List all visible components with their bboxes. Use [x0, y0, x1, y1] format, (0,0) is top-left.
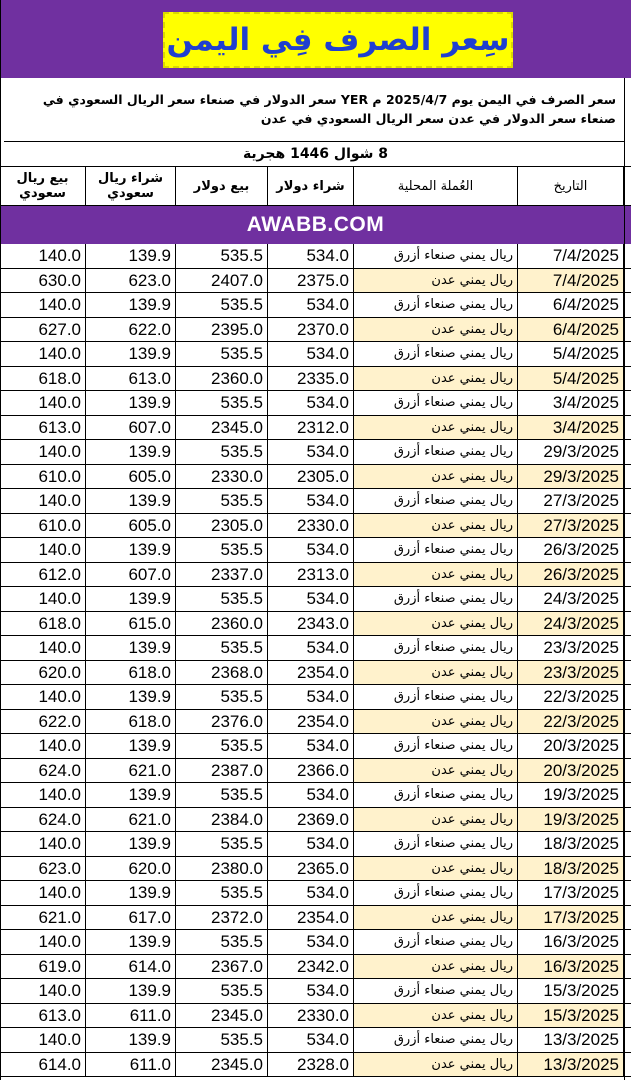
- cell-usd-sell: 535.5: [176, 979, 268, 1003]
- cell-usd-buy: 2328.0: [268, 1053, 354, 1077]
- cell-usd-sell: 535.5: [176, 244, 268, 268]
- cell-sar-buy: 618.0: [86, 661, 176, 685]
- cell-sar-buy: 139.9: [86, 489, 176, 513]
- table-row: [0, 759, 631, 784]
- header-currency: العُملة المحلية: [354, 167, 518, 205]
- cell-usd-buy: 534.0: [268, 685, 354, 709]
- cell-date: 18/3/2025: [518, 857, 624, 881]
- cell-date: 3/4/2025: [518, 416, 624, 440]
- cell-currency: ريال يمني صنعاء أزرق: [354, 244, 518, 268]
- cell-sar-sell: 613.0: [0, 1004, 86, 1028]
- table-row: [0, 636, 631, 661]
- hijri-date: 8 شوال 1446 هجرية: [0, 143, 631, 167]
- header-usd-sell: بيع دولار: [176, 167, 268, 205]
- cell-sar-sell: 140.0: [0, 293, 86, 317]
- cell-usd-sell: 535.5: [176, 685, 268, 709]
- table-row: [0, 269, 631, 294]
- cell-usd-buy: 2375.0: [268, 269, 354, 293]
- cell-sar-sell: 624.0: [0, 759, 86, 783]
- cell-sar-buy: 139.9: [86, 587, 176, 611]
- cell-sar-sell: 620.0: [0, 661, 86, 685]
- cell-sar-buy: 611.0: [86, 1004, 176, 1028]
- cell-currency: ريال يمني صنعاء أزرق: [354, 587, 518, 611]
- cell-currency: ريال يمني صنعاء أزرق: [354, 342, 518, 366]
- cell-sar-sell: 623.0: [0, 857, 86, 881]
- table-row: [0, 1004, 631, 1029]
- cell-usd-sell: 2330.0: [176, 465, 268, 489]
- cell-usd-buy: 534.0: [268, 783, 354, 807]
- cell-currency: ريال يمني عدن: [354, 906, 518, 930]
- cell-date: 19/3/2025: [518, 808, 624, 832]
- cell-date: 17/3/2025: [518, 881, 624, 905]
- cell-usd-buy: 2305.0: [268, 465, 354, 489]
- cell-usd-sell: 2305.0: [176, 514, 268, 538]
- cell-sar-sell: 140.0: [0, 1028, 86, 1052]
- table-row: [0, 563, 631, 588]
- cell-usd-buy: 534.0: [268, 734, 354, 758]
- header-sar-buy: شراء ريال سعودي: [86, 167, 176, 205]
- cell-sar-sell: 140.0: [0, 685, 86, 709]
- cell-sar-sell: 624.0: [0, 808, 86, 832]
- cell-sar-buy: 613.0: [86, 367, 176, 391]
- table-row: [0, 244, 631, 269]
- cell-usd-buy: 534.0: [268, 1028, 354, 1052]
- table-row: [0, 465, 631, 490]
- cell-sar-buy: 615.0: [86, 612, 176, 636]
- cell-sar-buy: 139.9: [86, 293, 176, 317]
- cell-currency: ريال يمني صنعاء أزرق: [354, 391, 518, 415]
- cell-currency: ريال يمني صنعاء أزرق: [354, 930, 518, 954]
- cell-sar-buy: 139.9: [86, 1028, 176, 1052]
- cell-date: 13/3/2025: [518, 1053, 624, 1077]
- cell-usd-buy: 534.0: [268, 930, 354, 954]
- cell-date: 27/3/2025: [518, 514, 624, 538]
- table-row: [0, 440, 631, 465]
- cell-date: 6/4/2025: [518, 318, 624, 342]
- cell-sar-buy: 607.0: [86, 563, 176, 587]
- table-row: [0, 293, 631, 318]
- cell-currency: ريال يمني صنعاء أزرق: [354, 538, 518, 562]
- table-row: [0, 832, 631, 857]
- table-row: [0, 808, 631, 833]
- cell-usd-buy: 2370.0: [268, 318, 354, 342]
- cell-currency: ريال يمني صنعاء أزرق: [354, 979, 518, 1003]
- cell-currency: ريال يمني صنعاء أزرق: [354, 1028, 518, 1052]
- title-box: [163, 12, 513, 68]
- cell-currency: ريال يمني عدن: [354, 465, 518, 489]
- cell-usd-sell: 2407.0: [176, 269, 268, 293]
- cell-sar-sell: 140.0: [0, 342, 86, 366]
- cell-usd-sell: 2376.0: [176, 710, 268, 734]
- cell-date: 6/4/2025: [518, 293, 624, 317]
- page-title: سِعر الصرف فِي اليمن: [166, 22, 510, 58]
- cell-usd-sell: 2380.0: [176, 857, 268, 881]
- cell-usd-sell: 2372.0: [176, 906, 268, 930]
- cell-currency: ريال يمني صنعاء أزرق: [354, 783, 518, 807]
- cell-sar-sell: 140.0: [0, 244, 86, 268]
- cell-sar-sell: 140.0: [0, 734, 86, 758]
- cell-sar-sell: 612.0: [0, 563, 86, 587]
- cell-usd-buy: 534.0: [268, 832, 354, 856]
- cell-usd-sell: 2360.0: [176, 367, 268, 391]
- cell-usd-sell: 535.5: [176, 440, 268, 464]
- table-row: [0, 979, 631, 1004]
- cell-sar-buy: 139.9: [86, 783, 176, 807]
- cell-date: 17/3/2025: [518, 906, 624, 930]
- cell-sar-sell: 610.0: [0, 465, 86, 489]
- cell-usd-buy: 2369.0: [268, 808, 354, 832]
- cell-usd-sell: 2395.0: [176, 318, 268, 342]
- table-right-border: [624, 78, 625, 1080]
- cell-sar-buy: 607.0: [86, 416, 176, 440]
- cell-sar-sell: 619.0: [0, 955, 86, 979]
- cell-date: 23/3/2025: [518, 636, 624, 660]
- cell-usd-buy: 534.0: [268, 636, 354, 660]
- cell-usd-sell: 535.5: [176, 734, 268, 758]
- cell-currency: ريال يمني عدن: [354, 955, 518, 979]
- title-band: [0, 0, 631, 78]
- cell-usd-sell: 535.5: [176, 342, 268, 366]
- cell-currency: ريال يمني عدن: [354, 367, 518, 391]
- cell-sar-sell: 140.0: [0, 832, 86, 856]
- cell-date: 24/3/2025: [518, 612, 624, 636]
- table-row: [0, 612, 631, 637]
- cell-sar-sell: 140.0: [0, 930, 86, 954]
- cell-sar-buy: 139.9: [86, 440, 176, 464]
- cell-date: 3/4/2025: [518, 391, 624, 415]
- cell-currency: ريال يمني عدن: [354, 1004, 518, 1028]
- cell-usd-sell: 2387.0: [176, 759, 268, 783]
- cell-usd-buy: 534.0: [268, 440, 354, 464]
- cell-usd-buy: 2313.0: [268, 563, 354, 587]
- table-row: [0, 391, 631, 416]
- table-row: [0, 416, 631, 441]
- cell-currency: ريال يمني عدن: [354, 563, 518, 587]
- cell-usd-sell: 2345.0: [176, 416, 268, 440]
- cell-usd-buy: 534.0: [268, 391, 354, 415]
- cell-usd-buy: 534.0: [268, 244, 354, 268]
- cell-sar-buy: 139.9: [86, 881, 176, 905]
- table-row: [0, 710, 631, 735]
- cell-currency: ريال يمني صنعاء أزرق: [354, 685, 518, 709]
- table-row: [0, 881, 631, 906]
- cell-usd-buy: 2312.0: [268, 416, 354, 440]
- cell-sar-buy: 139.9: [86, 979, 176, 1003]
- cell-sar-sell: 630.0: [0, 269, 86, 293]
- cell-usd-buy: 2365.0: [268, 857, 354, 881]
- header-sar-sell: بيع ريال سعودي: [0, 167, 86, 205]
- cell-sar-buy: 139.9: [86, 244, 176, 268]
- cell-date: 18/3/2025: [518, 832, 624, 856]
- table-row: [0, 489, 631, 514]
- table-row: [0, 783, 631, 808]
- cell-date: 22/3/2025: [518, 710, 624, 734]
- cell-sar-buy: 620.0: [86, 857, 176, 881]
- cell-usd-sell: 2360.0: [176, 612, 268, 636]
- cell-usd-sell: 2345.0: [176, 1004, 268, 1028]
- cell-date: 24/3/2025: [518, 587, 624, 611]
- cell-sar-buy: 611.0: [86, 1053, 176, 1077]
- table-row: [0, 685, 631, 710]
- cell-currency: ريال يمني عدن: [354, 808, 518, 832]
- cell-sar-buy: 139.9: [86, 930, 176, 954]
- cell-currency: ريال يمني عدن: [354, 1053, 518, 1077]
- cell-sar-buy: 614.0: [86, 955, 176, 979]
- cell-date: 7/4/2025: [518, 269, 624, 293]
- cell-usd-buy: 2330.0: [268, 514, 354, 538]
- cell-sar-buy: 139.9: [86, 832, 176, 856]
- cell-sar-buy: 139.9: [86, 342, 176, 366]
- cell-usd-buy: 2330.0: [268, 1004, 354, 1028]
- cell-date: 23/3/2025: [518, 661, 624, 685]
- table-row: [0, 367, 631, 392]
- table-row: [0, 318, 631, 343]
- brand-band: [0, 206, 631, 244]
- cell-sar-sell: 614.0: [0, 1053, 86, 1077]
- table-row: [0, 734, 631, 759]
- table-row: [0, 906, 631, 931]
- table-left-border: [0, 0, 1, 1080]
- cell-sar-buy: 139.9: [86, 685, 176, 709]
- cell-usd-sell: 535.5: [176, 293, 268, 317]
- cell-sar-sell: 627.0: [0, 318, 86, 342]
- table-row: [0, 930, 631, 955]
- cell-sar-sell: 140.0: [0, 587, 86, 611]
- cell-currency: ريال يمني صنعاء أزرق: [354, 489, 518, 513]
- brand-text: AWABB.COM: [246, 213, 385, 236]
- cell-date: 13/3/2025: [518, 1028, 624, 1052]
- cell-currency: ريال يمني عدن: [354, 318, 518, 342]
- cell-sar-sell: 140.0: [0, 881, 86, 905]
- cell-date: 15/3/2025: [518, 979, 624, 1003]
- cell-sar-sell: 140.0: [0, 783, 86, 807]
- cell-usd-buy: 534.0: [268, 293, 354, 317]
- cell-currency: ريال يمني عدن: [354, 661, 518, 685]
- cell-sar-sell: 618.0: [0, 367, 86, 391]
- cell-usd-sell: 535.5: [176, 783, 268, 807]
- cell-usd-sell: 535.5: [176, 1028, 268, 1052]
- cell-usd-sell: 2384.0: [176, 808, 268, 832]
- cell-usd-buy: 2343.0: [268, 612, 354, 636]
- header-usd-buy: شراء دولار: [268, 167, 354, 205]
- description-text: سعر الصرف في اليمن يوم 2025/4/7 م YER سعر الدولار في صنعاء سعر الريال السعودي في صنعاء سعر الدولار في عدن سعر الريال السعودي في عدن: [4, 80, 624, 142]
- cell-date: 22/3/2025: [518, 685, 624, 709]
- cell-sar-sell: 140.0: [0, 636, 86, 660]
- cell-date: 7/4/2025: [518, 244, 624, 268]
- cell-usd-buy: 2335.0: [268, 367, 354, 391]
- cell-usd-buy: 2354.0: [268, 710, 354, 734]
- cell-sar-sell: 618.0: [0, 612, 86, 636]
- cell-sar-buy: 617.0: [86, 906, 176, 930]
- table-row: [0, 1028, 631, 1053]
- cell-date: 5/4/2025: [518, 342, 624, 366]
- cell-usd-buy: 2366.0: [268, 759, 354, 783]
- cell-usd-sell: 2368.0: [176, 661, 268, 685]
- cell-date: 29/3/2025: [518, 440, 624, 464]
- cell-usd-sell: 2337.0: [176, 563, 268, 587]
- cell-sar-sell: 622.0: [0, 710, 86, 734]
- cell-date: 26/3/2025: [518, 538, 624, 562]
- cell-usd-sell: 535.5: [176, 538, 268, 562]
- cell-date: 20/3/2025: [518, 759, 624, 783]
- cell-usd-buy: 534.0: [268, 538, 354, 562]
- table-row: [0, 955, 631, 980]
- cell-currency: ريال يمني عدن: [354, 514, 518, 538]
- cell-currency: ريال يمني عدن: [354, 710, 518, 734]
- cell-currency: ريال يمني عدن: [354, 759, 518, 783]
- cell-sar-buy: 139.9: [86, 391, 176, 415]
- cell-currency: ريال يمني صنعاء أزرق: [354, 440, 518, 464]
- cell-date: 19/3/2025: [518, 783, 624, 807]
- cell-date: 16/3/2025: [518, 955, 624, 979]
- cell-usd-buy: 2354.0: [268, 661, 354, 685]
- cell-sar-sell: 610.0: [0, 514, 86, 538]
- cell-sar-buy: 605.0: [86, 514, 176, 538]
- cell-currency: ريال يمني صنعاء أزرق: [354, 293, 518, 317]
- table-row: [0, 857, 631, 882]
- cell-sar-sell: 140.0: [0, 979, 86, 1003]
- cell-sar-buy: 139.9: [86, 636, 176, 660]
- cell-currency: ريال يمني صنعاء أزرق: [354, 636, 518, 660]
- cell-usd-buy: 534.0: [268, 342, 354, 366]
- cell-usd-buy: 534.0: [268, 489, 354, 513]
- cell-usd-sell: 535.5: [176, 636, 268, 660]
- cell-sar-sell: 621.0: [0, 906, 86, 930]
- cell-sar-sell: 140.0: [0, 440, 86, 464]
- cell-date: 27/3/2025: [518, 489, 624, 513]
- cell-currency: ريال يمني عدن: [354, 857, 518, 881]
- cell-usd-sell: 535.5: [176, 930, 268, 954]
- cell-sar-sell: 140.0: [0, 489, 86, 513]
- cell-usd-sell: 535.5: [176, 489, 268, 513]
- cell-usd-buy: 534.0: [268, 881, 354, 905]
- cell-sar-buy: 622.0: [86, 318, 176, 342]
- cell-date: 15/3/2025: [518, 1004, 624, 1028]
- cell-usd-sell: 535.5: [176, 832, 268, 856]
- cell-usd-sell: 535.5: [176, 391, 268, 415]
- cell-usd-buy: 534.0: [268, 587, 354, 611]
- cell-currency: ريال يمني عدن: [354, 612, 518, 636]
- cell-sar-buy: 621.0: [86, 808, 176, 832]
- cell-usd-buy: 2342.0: [268, 955, 354, 979]
- table-row: [0, 661, 631, 686]
- cell-usd-sell: 535.5: [176, 881, 268, 905]
- cell-usd-sell: 2367.0: [176, 955, 268, 979]
- cell-currency: ريال يمني عدن: [354, 269, 518, 293]
- cell-date: 5/4/2025: [518, 367, 624, 391]
- cell-usd-sell: 2345.0: [176, 1053, 268, 1077]
- cell-currency: ريال يمني عدن: [354, 416, 518, 440]
- cell-date: 16/3/2025: [518, 930, 624, 954]
- table-row: [0, 538, 631, 563]
- header-date: التاريخ: [518, 167, 624, 205]
- cell-usd-sell: 535.5: [176, 587, 268, 611]
- cell-sar-buy: 605.0: [86, 465, 176, 489]
- cell-sar-buy: 623.0: [86, 269, 176, 293]
- table-row: [0, 342, 631, 367]
- table-row: [0, 1053, 631, 1078]
- cell-sar-sell: 140.0: [0, 391, 86, 415]
- cell-sar-buy: 621.0: [86, 759, 176, 783]
- cell-sar-buy: 618.0: [86, 710, 176, 734]
- cell-sar-sell: 613.0: [0, 416, 86, 440]
- cell-date: 29/3/2025: [518, 465, 624, 489]
- cell-currency: ريال يمني صنعاء أزرق: [354, 881, 518, 905]
- cell-date: 20/3/2025: [518, 734, 624, 758]
- cell-currency: ريال يمني صنعاء أزرق: [354, 734, 518, 758]
- rates-table: [0, 244, 631, 1077]
- cell-sar-buy: 139.9: [86, 538, 176, 562]
- cell-usd-buy: 2354.0: [268, 906, 354, 930]
- cell-sar-sell: 140.0: [0, 538, 86, 562]
- cell-usd-buy: 534.0: [268, 979, 354, 1003]
- cell-date: 26/3/2025: [518, 563, 624, 587]
- table-row: [0, 514, 631, 539]
- table-row: [0, 587, 631, 612]
- cell-currency: ريال يمني صنعاء أزرق: [354, 832, 518, 856]
- cell-sar-buy: 139.9: [86, 734, 176, 758]
